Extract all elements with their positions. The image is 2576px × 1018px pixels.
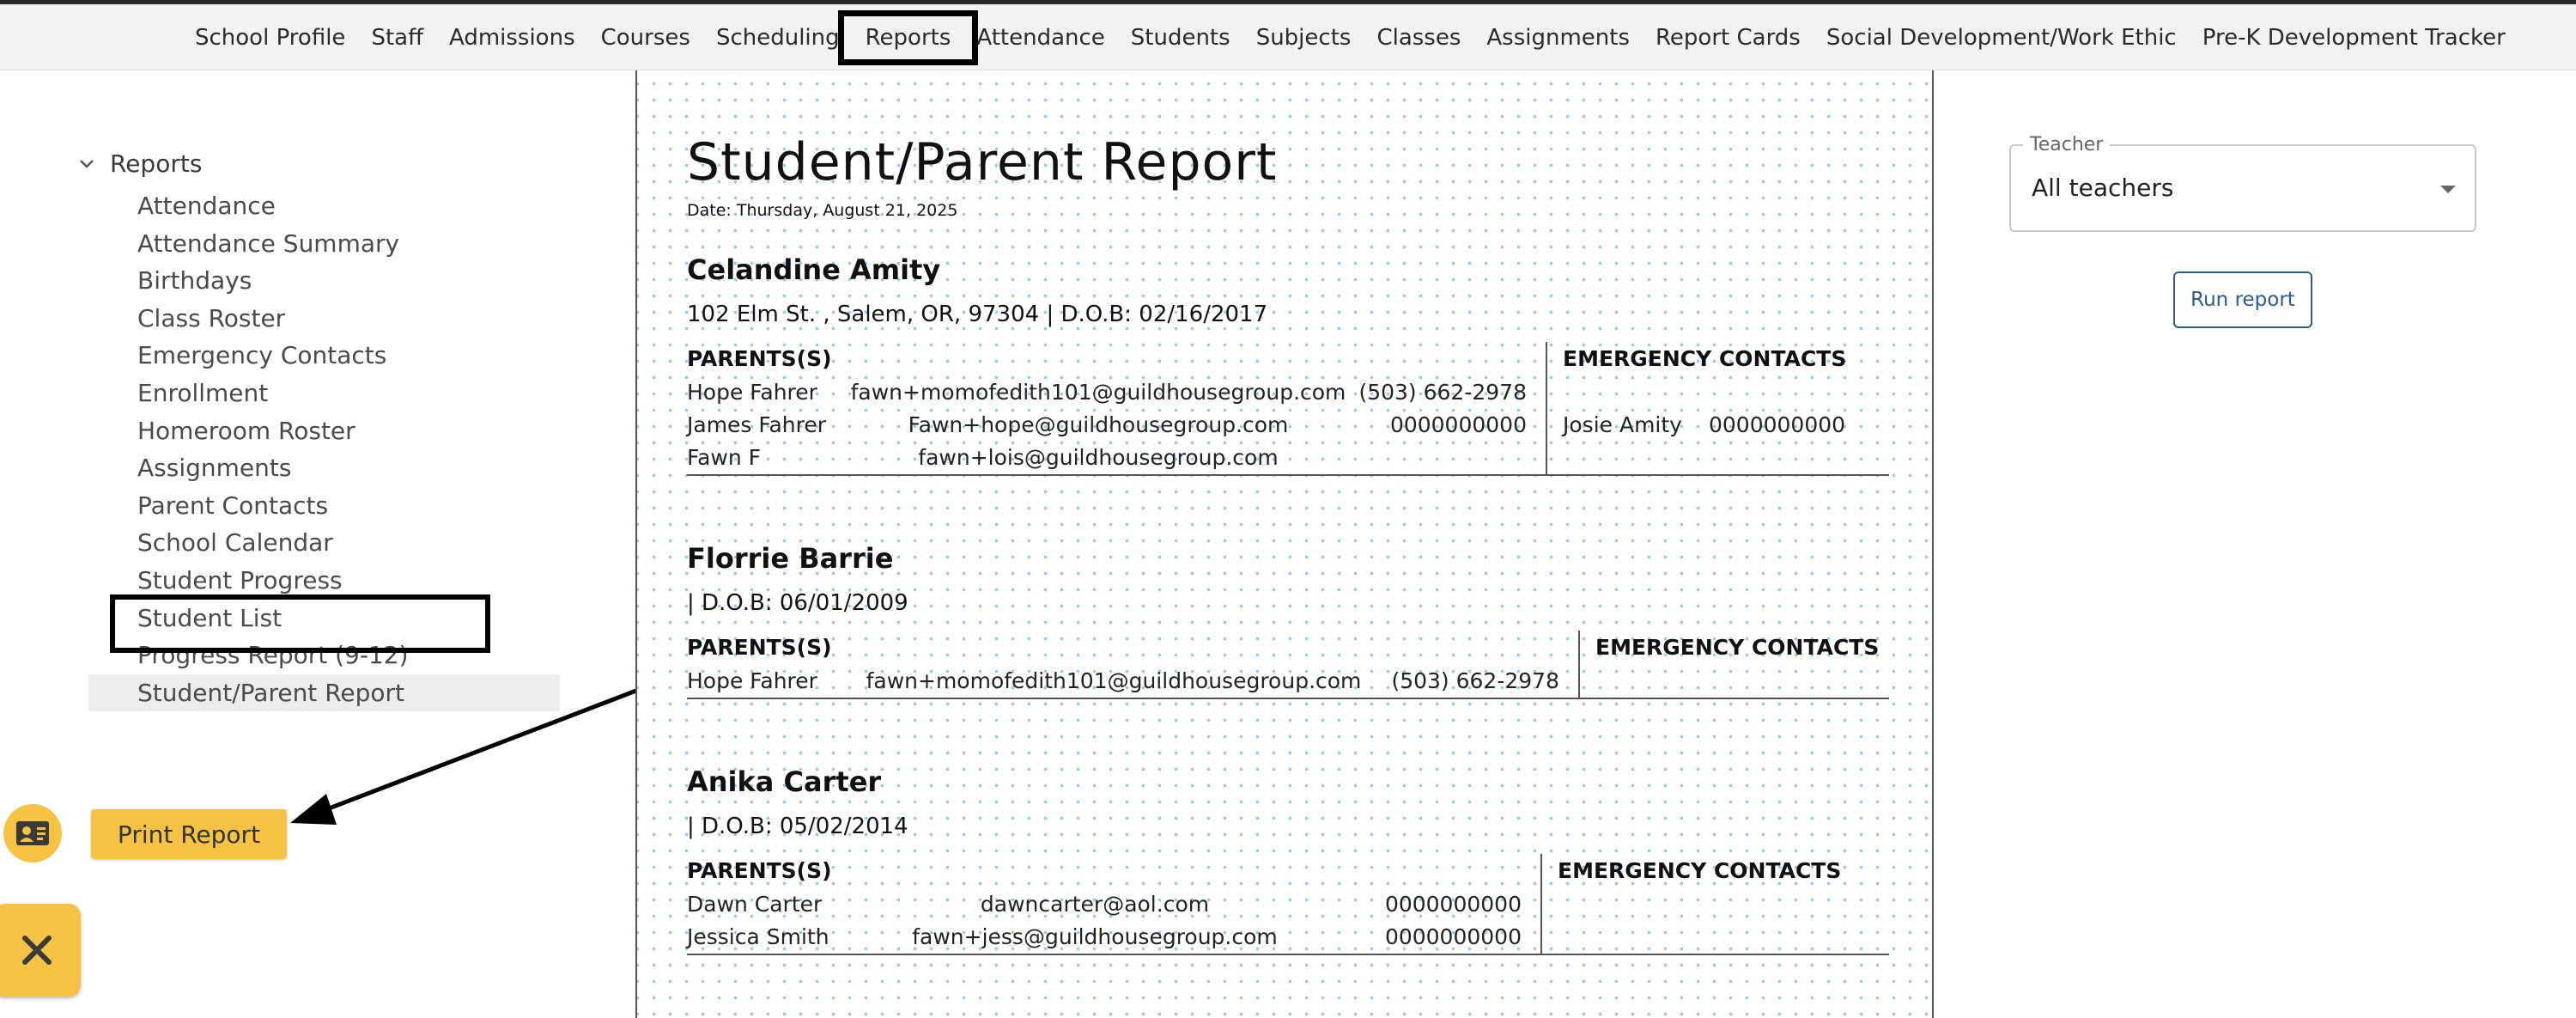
sidebar-item-assignments[interactable]: Assignments — [137, 454, 292, 483]
nav-report-cards[interactable]: Report Cards — [1656, 24, 1801, 51]
sidebar-item-homeroom-roster[interactable]: Homeroom Roster — [137, 416, 355, 445]
close-button[interactable] — [0, 904, 81, 997]
emergency-column — [1546, 342, 1889, 474]
nav-reports[interactable]: Reports — [853, 25, 964, 51]
parent-row — [687, 376, 1527, 409]
parent-email: fawn+momofedith101@guildhousegroup.com — [850, 380, 1346, 405]
sidebar-item-student-list[interactable]: Student List — [137, 603, 283, 632]
emergency-header: EMERGENCY CONTACTS — [1595, 635, 1880, 660]
student-block — [687, 759, 1889, 955]
student-name: Celandine Amity — [687, 253, 941, 286]
parent-row — [687, 888, 1522, 921]
emergency-name: Josie Amity — [1563, 412, 1682, 437]
parent-name: James Fahrer — [687, 412, 827, 437]
contacts-table — [687, 631, 1889, 699]
parent-row — [687, 665, 1559, 698]
parent-email: fawn+lois@guildhousegroup.com — [918, 445, 1279, 470]
report-date: Date: Thursday, August 21, 2025 — [687, 201, 958, 220]
sidebar-item-birthdays[interactable]: Birthdays — [137, 266, 252, 296]
student-name: Florrie Barrie — [687, 542, 894, 575]
contact-card-icon — [15, 820, 50, 847]
contacts-table — [687, 854, 1889, 955]
parents-header: PARENTS(S) — [687, 346, 832, 371]
chevron-down-icon — [77, 155, 96, 174]
nav-school-profile[interactable]: School Profile — [195, 24, 346, 51]
parents-column — [687, 854, 1540, 954]
parent-email: fawn+momofedith101@guildhousegroup.com — [866, 668, 1362, 693]
teacher-select-label: Teacher — [2023, 134, 2110, 155]
sidebar-item-emergency-contacts[interactable]: Emergency Contacts — [137, 341, 387, 370]
close-icon — [20, 933, 54, 967]
emergency-column — [1540, 854, 1889, 954]
nav-assignments[interactable]: Assignments — [1486, 24, 1631, 51]
nav-attendance[interactable]: Attendance — [976, 24, 1105, 51]
student-name: Anika Carter — [687, 765, 882, 798]
nav-classes[interactable]: Classes — [1376, 24, 1461, 51]
print-report-button[interactable]: Print Report — [91, 809, 287, 859]
student-address: | D.O.B: 06/01/2009 — [687, 590, 908, 616]
parents-header: PARENTS(S) — [687, 635, 832, 660]
report-preview — [635, 70, 1934, 1018]
teacher-select[interactable] — [2009, 144, 2476, 232]
top-nav — [182, 4, 2518, 70]
sidebar-item-attendance[interactable]: Attendance — [137, 192, 276, 220]
reports-tree-toggle[interactable] — [77, 149, 202, 178]
contact-card-button[interactable] — [3, 804, 62, 863]
dropdown-caret-icon — [2440, 186, 2456, 193]
parent-phone: (503) 662-2978 — [1391, 668, 1559, 693]
nav-students[interactable]: Students — [1130, 24, 1230, 51]
parent-email: fawn+jess@guildhousegroup.com — [912, 924, 1278, 949]
sidebar-item-enrollment[interactable]: Enrollment — [137, 378, 269, 407]
parent-phone: 0000000000 — [1384, 924, 1522, 949]
emergency-header: EMERGENCY CONTACTS — [1563, 346, 1847, 371]
reports-tree-title: Reports — [110, 149, 203, 178]
parent-name: Hope Fahrer — [687, 668, 817, 693]
annotation-arrow — [283, 687, 644, 842]
parents-column — [687, 631, 1578, 698]
nav-courses[interactable]: Courses — [600, 24, 690, 51]
student-address: | D.O.B: 05/02/2014 — [687, 814, 908, 839]
parent-email: dawncarter@aol.com — [980, 892, 1210, 917]
sidebar-item-class-roster[interactable]: Class Roster — [137, 303, 286, 332]
reports-sidebar — [0, 70, 635, 1018]
parent-name: Dawn Carter — [687, 892, 823, 917]
sidebar-item-progress-report[interactable]: Progress Report (9-12) — [137, 641, 409, 670]
parent-name: Jessica Smith — [687, 924, 829, 949]
nav-social-development[interactable]: Social Development/Work Ethic — [1826, 24, 2177, 51]
contacts-table — [687, 342, 1889, 476]
parent-name: Fawn F — [687, 445, 762, 470]
parent-phone — [1352, 442, 1527, 474]
parents-column — [687, 342, 1546, 474]
emergency-header: EMERGENCY CONTACTS — [1558, 858, 1842, 883]
emergency-phone: 0000000000 — [1709, 412, 1846, 437]
report-title: Student/Parent Report — [687, 132, 1278, 192]
emergency-column — [1578, 631, 1889, 698]
sidebar-item-parent-contacts[interactable]: Parent Contacts — [137, 491, 329, 520]
parent-phone: 0000000000 — [1384, 892, 1522, 917]
run-report-button[interactable]: Run report — [2173, 271, 2312, 328]
nav-admissions[interactable]: Admissions — [448, 24, 575, 51]
emergency-row — [1563, 376, 1889, 409]
parent-row — [687, 442, 1527, 474]
emergency-row — [1563, 409, 1889, 442]
parents-header: PARENTS(S) — [687, 858, 832, 883]
reports-list — [137, 187, 560, 711]
emergency-name — [1563, 376, 1709, 409]
parent-name: Hope Fahrer — [687, 380, 817, 405]
nav-prek-tracker[interactable]: Pre-K Development Tracker — [2202, 24, 2506, 51]
nav-staff[interactable]: Staff — [371, 24, 423, 51]
parent-phone: (503) 662-2978 — [1358, 380, 1527, 405]
parent-phone: 0000000000 — [1389, 412, 1527, 437]
sidebar-item-student-parent-report[interactable]: Student/Parent Report — [88, 674, 560, 712]
parent-row — [687, 921, 1522, 954]
sidebar-item-attendance-summary[interactable]: Attendance Summary — [137, 229, 400, 258]
nav-subjects[interactable]: Subjects — [1255, 24, 1352, 51]
student-block — [687, 536, 1889, 699]
student-block — [687, 247, 1889, 476]
sidebar-item-school-calendar[interactable]: School Calendar — [137, 528, 333, 558]
top-nav-bar — [0, 0, 2576, 70]
sidebar-item-student-progress[interactable]: Student Progress — [137, 565, 343, 594]
parent-row — [687, 409, 1527, 442]
student-address: 102 Elm St. , Salem, OR, 97304 | D.O.B: 02/16/2017 — [687, 302, 1268, 327]
nav-scheduling[interactable]: Scheduling — [715, 24, 840, 51]
parent-email: Fawn+hope@guildhousegroup.com — [908, 412, 1289, 437]
teacher-select-value: All teachers — [2032, 174, 2174, 202]
